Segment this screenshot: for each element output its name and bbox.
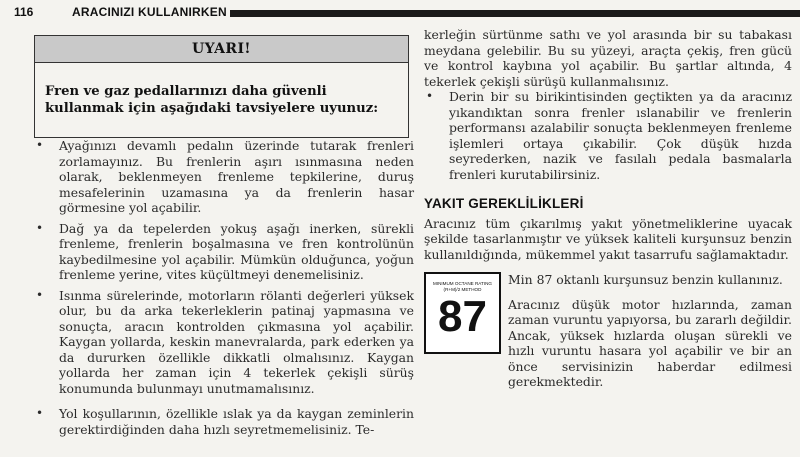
fuel-intro-paragraph: Aracınız tüm çıkarılmış yakıt yönetmeliklerine uyacak şekilde tasarlanmıştır ve yüksek kaliteli kurşunsuz benzin kullanıldığında, mükemmel yakıt tasarrufu sağlamaktadır. [424, 215, 792, 262]
octane-section [424, 272, 792, 400]
fuel-requirements-heading: YAKIT GEREKLİLİKLERİ [424, 196, 584, 211]
page-header [0, 0, 800, 24]
continuation-text: kerleğin sürtünme sathı ve yol arasında bir su tabakası meydana gelebilir. Bu su yüzeyi, araçta çekiş, fren gücü ve kontrol kaybına yol açabilir. Bu şartlar altında, 4 tekerlek çekişli sürüşü kullanmalısınız. [424, 27, 792, 89]
warning-title: UYARI! [35, 36, 408, 63]
list-item: • Yol koşullarının, özellikle ıslak ya da kaygan zeminlerin gerektirdiğinden daha hızlı seyretmemelisiniz. Te- [34, 406, 414, 437]
page-number: 116 [14, 5, 34, 19]
right-column [424, 27, 792, 400]
warning-box [34, 35, 409, 138]
list-item: • Ayağınızı devamlı pedalın üzerinde tutarak frenleri zorlamayınız. Bu frenlerin aşırı ısınmasına neden olarak, beklenmeyen frenleme tepkilerine, duruş mesafelerinin uzamasına ya da frenlerin hasar görmesine yol açabilir. [34, 138, 414, 216]
warning-intro: Fren ve gaz pedallarınızı daha güvenli kullanmak için aşağıdaki tavsiyelere uyunuz: [45, 84, 379, 116]
left-column [34, 35, 414, 442]
octane-rating-label [424, 272, 501, 354]
running-head-title: ARACINIZI KULLANIRKEN [72, 5, 227, 19]
list-item: • Derin bir su birikintisinden geçtikten ya da aracınız yıkandıktan sonra frenler ıslanabilir ve frenlerin performansı azalabilir sonuçta beklenmeyen frenleme işlemleri ortaya çıkabilir. Çok düşük hızda seyrederken, nazik ve fasılalı pedala basmalarla frenleri kurutabilirsiniz. [424, 89, 792, 182]
list-item: • Isınma sürelerinde, motorların rölanti değerleri yüksek olur, bu da arka tekerleklerin patinaj yapmasına ve sonuçta, aracın kontrolden çıkmasına yol açabilir. Kaygan yollarda, keskin manevralarda, park ederken ya da dururken özellikle dikkatli olmalısınız. Kaygan yollarda her zaman için 4 tekerlek çekişli sürüş konumunda bulunmayı unutmamalısınız. [34, 288, 414, 397]
octane-caption-line2: (R+M)/2 METHOD [443, 286, 482, 292]
wet-brake-list [424, 89, 792, 182]
octane-description [508, 272, 792, 399]
brake-tips-list [34, 138, 414, 437]
octane-caption-line1: MINIMUM OCTANE RATING [432, 281, 493, 286]
list-item: • Dağ ya da tepelerden yokuş aşağı inerken, sürekli frenleme, frenlerin boşalmasına ve fren kontrolünün kaybedilmesine yol açabilir. Mümkün olduğunca, yoğun frenleme yerine, vites küçültmeyi denemelisiniz. [34, 221, 414, 283]
min-octane-text: Min 87 oktanlı kurşunsuz benzin kullanınız. [508, 272, 783, 287]
header-rule [230, 10, 800, 17]
knock-warning-text: Aracınız düşük motor hızlarında, zaman zaman vuruntu yapıyorsa, bu zararlı değildir. Ancak, yüksek hızlarda oluşan sürekli ve hızlı vuruntu hasara yol açabilir ve bir an önce servisinizin haberdar edilmesi gerekmektedir. [508, 296, 792, 389]
octane-number: 87 [438, 292, 487, 341]
